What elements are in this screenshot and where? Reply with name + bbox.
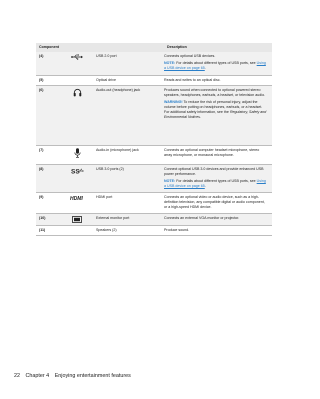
monitor-port-icon: [62, 214, 92, 225]
description-text: Connect optional USB 3.0 devices and provide enhanced USB power performance.: [164, 167, 264, 176]
component-description: [150, 214, 272, 225]
component-name: USB 3.0 ports (2): [96, 167, 124, 171]
svg-text:SS: SS: [70, 168, 80, 174]
component-description: [150, 226, 272, 235]
component-name: USB 2.0 port: [96, 54, 117, 58]
component-name: Optical drive: [96, 78, 116, 82]
description-text: Connects an optional video or audio device, such as a high-definition television, any compatible digital or audio component, or a high-speed HDMI device.: [164, 195, 265, 209]
page-number: 22: [14, 373, 20, 379]
component-name: Audio-in (microphone) jack: [96, 148, 139, 152]
headphone-icon: [62, 86, 92, 145]
component-name: HDMI port: [96, 195, 113, 199]
table-row: [36, 146, 272, 165]
description-text: Connects an optional computer headset microphone, stereo array microphone, or monaural microphone.: [164, 148, 260, 157]
usb-device-link[interactable]: Using a USB device on page 65: [164, 179, 266, 188]
note-label: NOTE:: [164, 61, 176, 66]
component-name: Speakers (2): [96, 228, 117, 232]
table-row: [36, 86, 272, 146]
regulatory-notices-title: Regulatory, Safety and Environmental Notices: [164, 109, 267, 119]
table-row: [36, 226, 272, 236]
component-description: [150, 165, 272, 192]
component-description: [150, 86, 272, 145]
component-description: [150, 146, 272, 164]
svg-text:HDMI: HDMI: [70, 196, 83, 201]
warning: [164, 100, 268, 119]
note-text: For details about different types of USB ports, see: [176, 61, 256, 66]
note-end: .: [204, 183, 206, 188]
table-row: [36, 52, 272, 76]
note: [164, 179, 268, 189]
table-row: [36, 165, 272, 193]
row-number: (8): [39, 167, 44, 171]
note-end: .: [204, 66, 206, 71]
description-text: Connects an external VGA monitor or projector.: [164, 216, 240, 220]
chapter-title: Enjoying entertainment features: [54, 373, 131, 379]
note-text: For details about different types of USB ports, see: [176, 179, 256, 184]
table-row: [36, 76, 272, 86]
component-description: [150, 76, 272, 85]
usb-icon: [62, 52, 92, 75]
warning-end: .: [199, 114, 201, 119]
component-name: External monitor port: [96, 216, 130, 220]
component-description: [150, 193, 272, 213]
row-number: (5): [39, 78, 44, 82]
chapter-label: Chapter 4: [25, 373, 50, 379]
row-number: (6): [39, 88, 44, 92]
warning-text: To reduce the risk of personal injury, adjust the volume before putting on headphones, earbuds, or a headset. For additional safety information, see the: [164, 100, 263, 114]
components-table: [36, 43, 272, 236]
row-number: (10): [39, 216, 46, 220]
warning-label: WARNING!: [164, 100, 183, 105]
description-text: Reads and writes to an optical disc.: [164, 78, 221, 82]
row-number: (4): [39, 54, 44, 58]
component-name: Audio-out (headphone) jack: [96, 88, 141, 92]
microphone-icon: [62, 146, 92, 164]
header-component: Component: [39, 45, 59, 50]
note: [164, 61, 268, 71]
description-text: Produces sound when connected to optional powered stereo speakers, headphones, earbuds, a headset, or television audio.: [164, 88, 266, 97]
row-number: (9): [39, 195, 44, 199]
description-text: Connects optional USB devices.: [164, 54, 216, 58]
component-description: [150, 52, 272, 75]
usb3-icon: [62, 165, 92, 192]
header-description: Description: [167, 45, 187, 50]
row-number: (7): [39, 148, 44, 152]
description-text: Produce sound.: [164, 228, 190, 232]
row-number: (11): [39, 228, 46, 232]
table-row: [36, 214, 272, 226]
table-header: [36, 43, 272, 52]
hdmi-icon: [62, 193, 92, 213]
usb-device-link[interactable]: Using a USB device on page 65: [164, 61, 266, 71]
note-label: NOTE:: [164, 179, 176, 184]
table-row: [36, 193, 272, 214]
page-footer: [14, 373, 135, 379]
